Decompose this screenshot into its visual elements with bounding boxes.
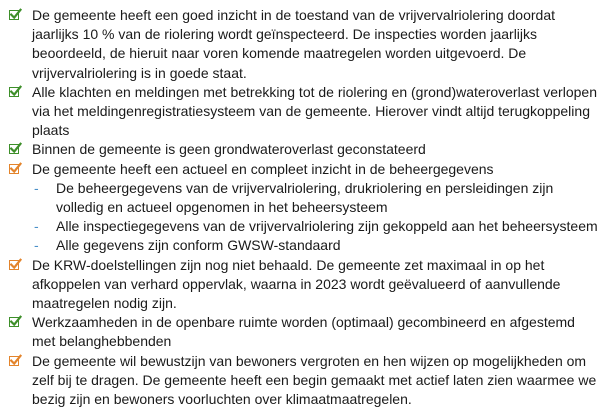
list-item — [8, 160, 598, 179]
dash-bullet: - — [34, 179, 39, 196]
checkbox-checked-icon — [9, 164, 19, 174]
list-item — [8, 313, 598, 351]
list-item — [8, 352, 598, 410]
list-item-text: Werkzaamheden in de openbare ruimte worden (optimaal) gecombineerd en afgestemd met belanghebbenden — [32, 314, 575, 350]
list-item — [8, 6, 598, 83]
list-item-text: Alle klachten en meldingen met betrekking tot de riolering en (grond)wateroverlast verlopen via het meldingenregistratiesysteem van de gemeente. Hierover vindt altijd terugkoppeling plaats — [32, 83, 597, 139]
sub-list-item-text: Alle inspectiegegevens van de vrijvervalriolering zijn gekoppeld aan het beheersysteem — [56, 218, 598, 235]
list-item-text: De gemeente wil bewustzijn van bewoners vergroten en hen wijzen op mogelijkheden om zelf bij te dragen. De gemeente heeft een begin gemaakt met actief laten zien waarmee we bezig zijn en bewoners voorluchten over klimaatmaatregelen. — [32, 352, 597, 408]
list-item-text: De gemeente heeft een goed inzicht in de toestand van de vrijvervalriolering doordat jaarlijks 10 % van de riolering wordt geïnspecteerd. De inspecties worden jaarlijks beoordeeld, de hieruit naar voren komende maatregelen worden uitgevoerd. De vrijvervalriolering is in goede staat. — [32, 7, 555, 81]
checkbox-checked-icon — [9, 317, 19, 327]
checkbox-checked-icon — [9, 10, 19, 20]
list-item-text: Binnen de gemeente is geen grondwateroverlast geconstateerd — [32, 141, 426, 158]
checkbox-checked-icon — [9, 144, 19, 154]
dash-bullet: - — [34, 237, 39, 254]
checkbox-checked-icon — [9, 356, 19, 366]
dash-bullet: - — [34, 218, 39, 235]
list-item-text: De gemeente heeft een actueel en compleet inzicht in de beheergegevens — [32, 160, 494, 177]
list-item-text: De KRW-doelstellingen zijn nog niet behaald. De gemeente zet maximaal in op het afkoppelen van verhard oppervlak, waarna in 2023 wordt geëvalueerd of aanvullende maatregelen nodig zijn. — [32, 256, 561, 312]
checkbox-checked-icon — [9, 260, 19, 270]
sub-list-item — [8, 217, 598, 236]
sub-list-item-text: Alle gegevens zijn conform GWSW-standaard — [56, 237, 341, 254]
sub-list-item-text: De beheergegevens van de vrijvervalriolering, drukriolering en persleidingen zijn volledig en actueel opgenomen in het beheersysteem — [56, 179, 554, 216]
list-item — [8, 256, 598, 314]
checkbox-checked-icon — [9, 87, 19, 97]
sub-list-item — [8, 236, 598, 255]
list-item — [8, 83, 598, 141]
list-item — [8, 140, 598, 159]
sub-list-item — [8, 179, 598, 217]
